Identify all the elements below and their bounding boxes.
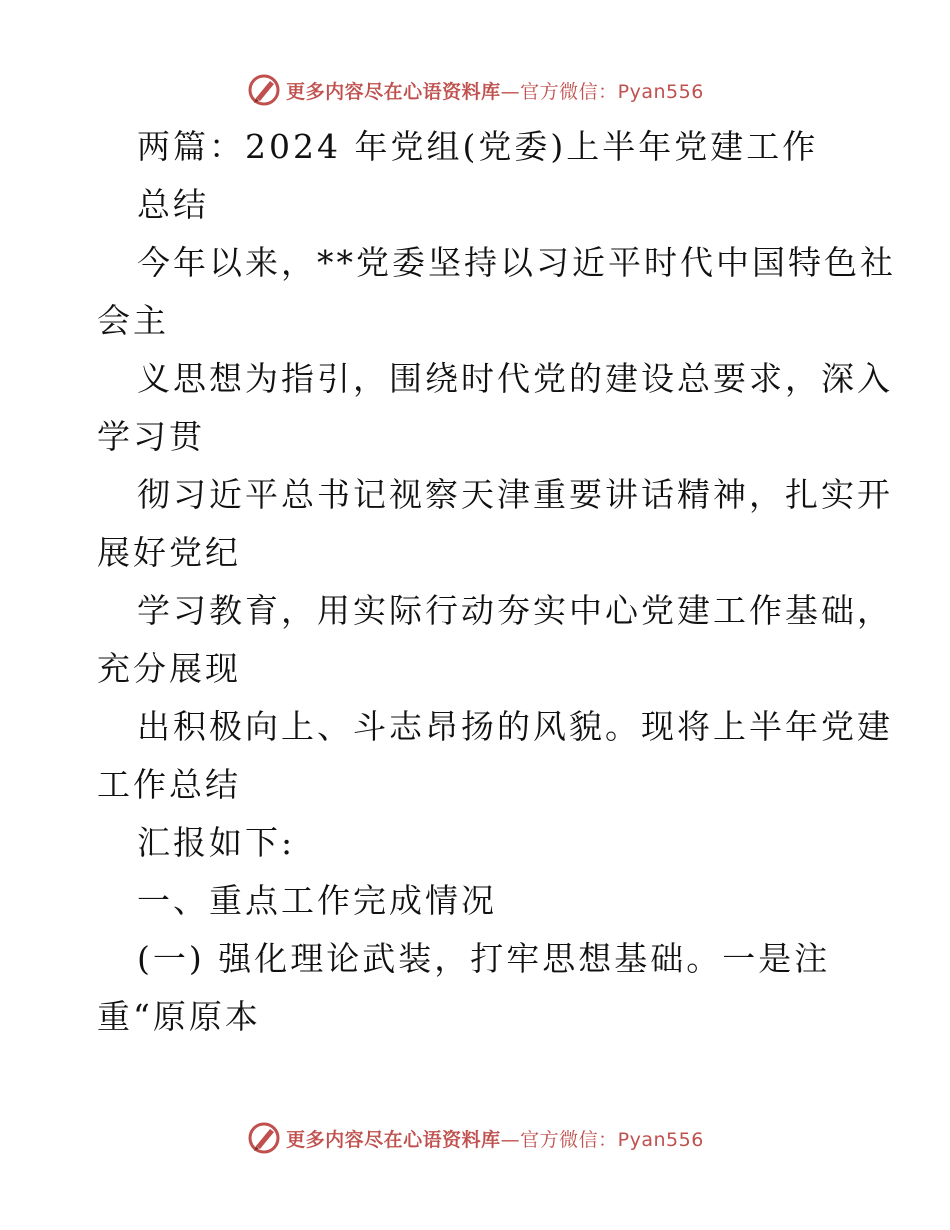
document-body bbox=[97, 118, 896, 1046]
doc-line: 彻习近平总书记视察天津重要讲话精神，扎实开 bbox=[137, 475, 893, 514]
footer-banner-text: 更多内容尽在心语资料库—官方微信：Pyan556 bbox=[286, 1128, 704, 1151]
pen-logo-icon bbox=[246, 72, 282, 108]
doc-line: 出积极向上、斗志昂扬的风貌。现将上半年党建 bbox=[137, 707, 893, 746]
footer-banner bbox=[0, 1118, 950, 1158]
doc-line: 义思想为指引，围绕时代党的建设总要求，深入 bbox=[137, 359, 893, 398]
doc-line: 展好党纪 bbox=[97, 533, 241, 572]
doc-line: 学习贯 bbox=[97, 417, 205, 456]
doc-line: 工作总结 bbox=[97, 765, 241, 804]
doc-line: 重“原原本 bbox=[97, 997, 261, 1036]
doc-line: (一) 强化理论武装，打牢思想基础。一是注 bbox=[137, 939, 831, 978]
pen-logo-icon bbox=[246, 1120, 282, 1156]
doc-line: 总结 bbox=[137, 185, 209, 224]
doc-line: 两篇：2024 年党组(党委)上半年党建工作 bbox=[137, 127, 819, 166]
doc-line: 学习教育，用实际行动夯实中心党建工作基础， bbox=[137, 591, 893, 630]
header-banner-text: 更多内容尽在心语资料库—官方微信：Pyan556 bbox=[286, 80, 704, 103]
doc-line: 今年以来，**党委坚持以习近平时代中国特色社 bbox=[137, 243, 896, 282]
doc-line: 充分展现 bbox=[97, 649, 241, 688]
doc-line: 汇报如下: bbox=[137, 823, 296, 862]
doc-line: 一、重点工作完成情况 bbox=[137, 881, 497, 920]
header-banner bbox=[0, 70, 950, 110]
doc-line: 会主 bbox=[97, 301, 169, 340]
